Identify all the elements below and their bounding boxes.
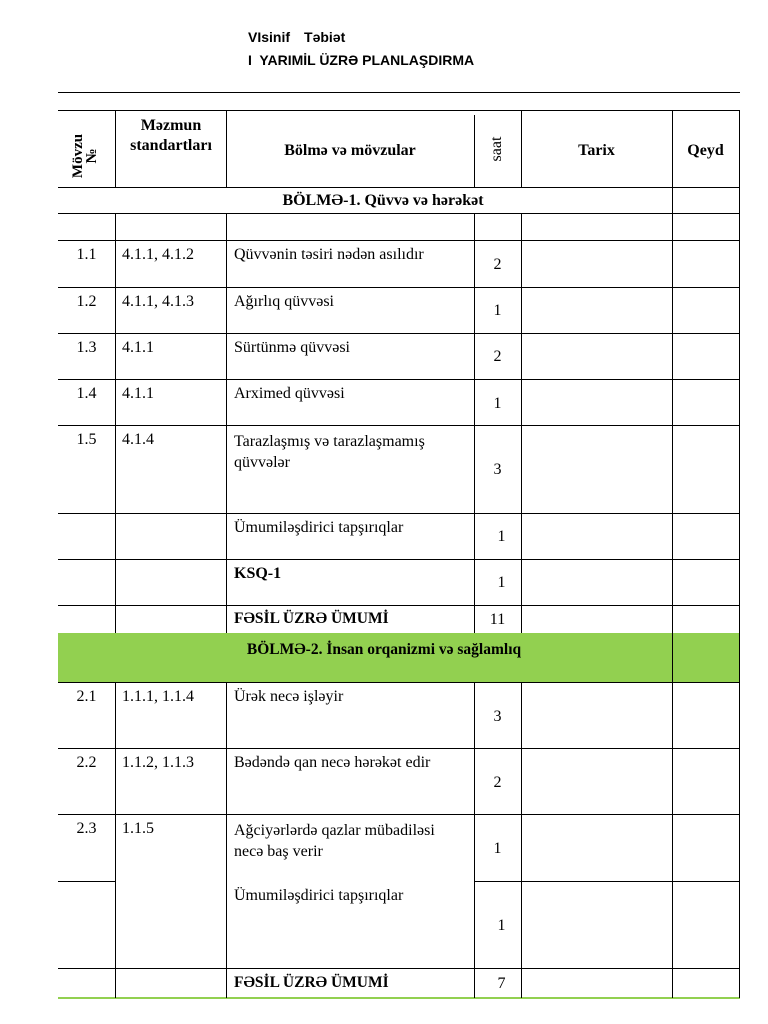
row-topic: Ürək necə işləyir (234, 688, 344, 705)
row-topic: Tarazlaşmış və tarazlaşmamış qüvvələr (234, 433, 425, 471)
col-header-saat: saat (488, 136, 505, 162)
row-hours: 1 (493, 840, 502, 857)
col-header-movzu: Mövzu № (70, 133, 100, 179)
row-standards: 4.1.4 (122, 431, 154, 448)
class-label: VIsinif (248, 29, 291, 45)
row-standards: 4.1.1, 4.1.2 (122, 246, 194, 263)
row-no: 1.2 (76, 293, 97, 310)
row-no: 2.3 (76, 820, 97, 837)
col-header-bolme: Bölmə və mövzular (284, 142, 416, 159)
row-standards: 4.1.1, 4.1.3 (122, 293, 194, 310)
row-hours: 2 (493, 256, 502, 273)
row-standards: 4.1.1 (122, 385, 154, 402)
row-hours: 1 (493, 395, 502, 412)
header-divider (58, 92, 740, 93)
row-hours: 2 (493, 774, 502, 791)
row-hours: 3 (493, 461, 502, 478)
row-topic: Sürtünmə qüvvəsi (234, 339, 350, 356)
row-hours: 1 (497, 528, 506, 545)
row-no: 2.1 (76, 688, 97, 705)
row-no: 1.1 (76, 246, 97, 263)
row-topic: Ümumiləşdirici tapşırıqlar (234, 519, 404, 536)
row-no: 1.4 (76, 385, 97, 402)
section2-title: BÖLMƏ-2. İnsan orqanizmi və sağlamlıq (246, 641, 522, 658)
row-hours: 1 (497, 574, 506, 591)
row-topic: Arximed qüvvəsi (234, 385, 345, 402)
row-standards: 4.1.1 (122, 339, 154, 356)
row-total-label: FƏSİL ÜZRƏ ÜMUMİ (234, 974, 389, 991)
row-hours: 2 (493, 348, 502, 365)
row-no: 1.5 (76, 431, 97, 448)
col-header-qeyd: Qeyd (687, 142, 724, 159)
row-standards: 1.1.1, 1.1.4 (122, 688, 194, 705)
row-hours: 1 (497, 917, 506, 934)
document-title-plan: I YARIMİL ÜZRƏ PLANLAŞDIRMA (248, 52, 475, 68)
row-standards: 1.1.2, 1.1.3 (122, 754, 194, 771)
row-no: 2.2 (76, 754, 97, 771)
col-header-mezmun: Məzmun standartları (130, 117, 212, 154)
document-title-class (248, 29, 345, 45)
row-topic: Ağciyərlərdə qazlar mübadiləsi necə baş verir (234, 822, 435, 860)
subject-label: Təbiət (304, 29, 346, 45)
col-header-tarix: Tarix (578, 142, 615, 159)
section1-title: BÖLMƏ-1. Qüvvə və hərəkət (282, 192, 484, 209)
row-total-hours: 7 (497, 975, 506, 992)
bottom-green-rule (58, 997, 740, 999)
row-topic: Ağırlıq qüvvəsi (234, 293, 334, 310)
row-total-hours: 11 (489, 611, 506, 628)
row-total-label: FƏSİL ÜZRƏ ÜMUMİ (234, 610, 389, 627)
row-hours: 3 (493, 708, 502, 725)
row-topic: Ümumiləşdirici tapşırıqlar (234, 887, 404, 904)
row-topic: KSQ-1 (234, 565, 282, 582)
row-topic: Bədəndə qan necə hərəkət edir (234, 754, 431, 771)
row-hours: 1 (493, 302, 502, 319)
row-topic: Qüvvənin təsiri nədən asılıdır (234, 246, 424, 263)
row-standards: 1.1.5 (122, 820, 154, 837)
row-no: 1.3 (76, 339, 97, 356)
